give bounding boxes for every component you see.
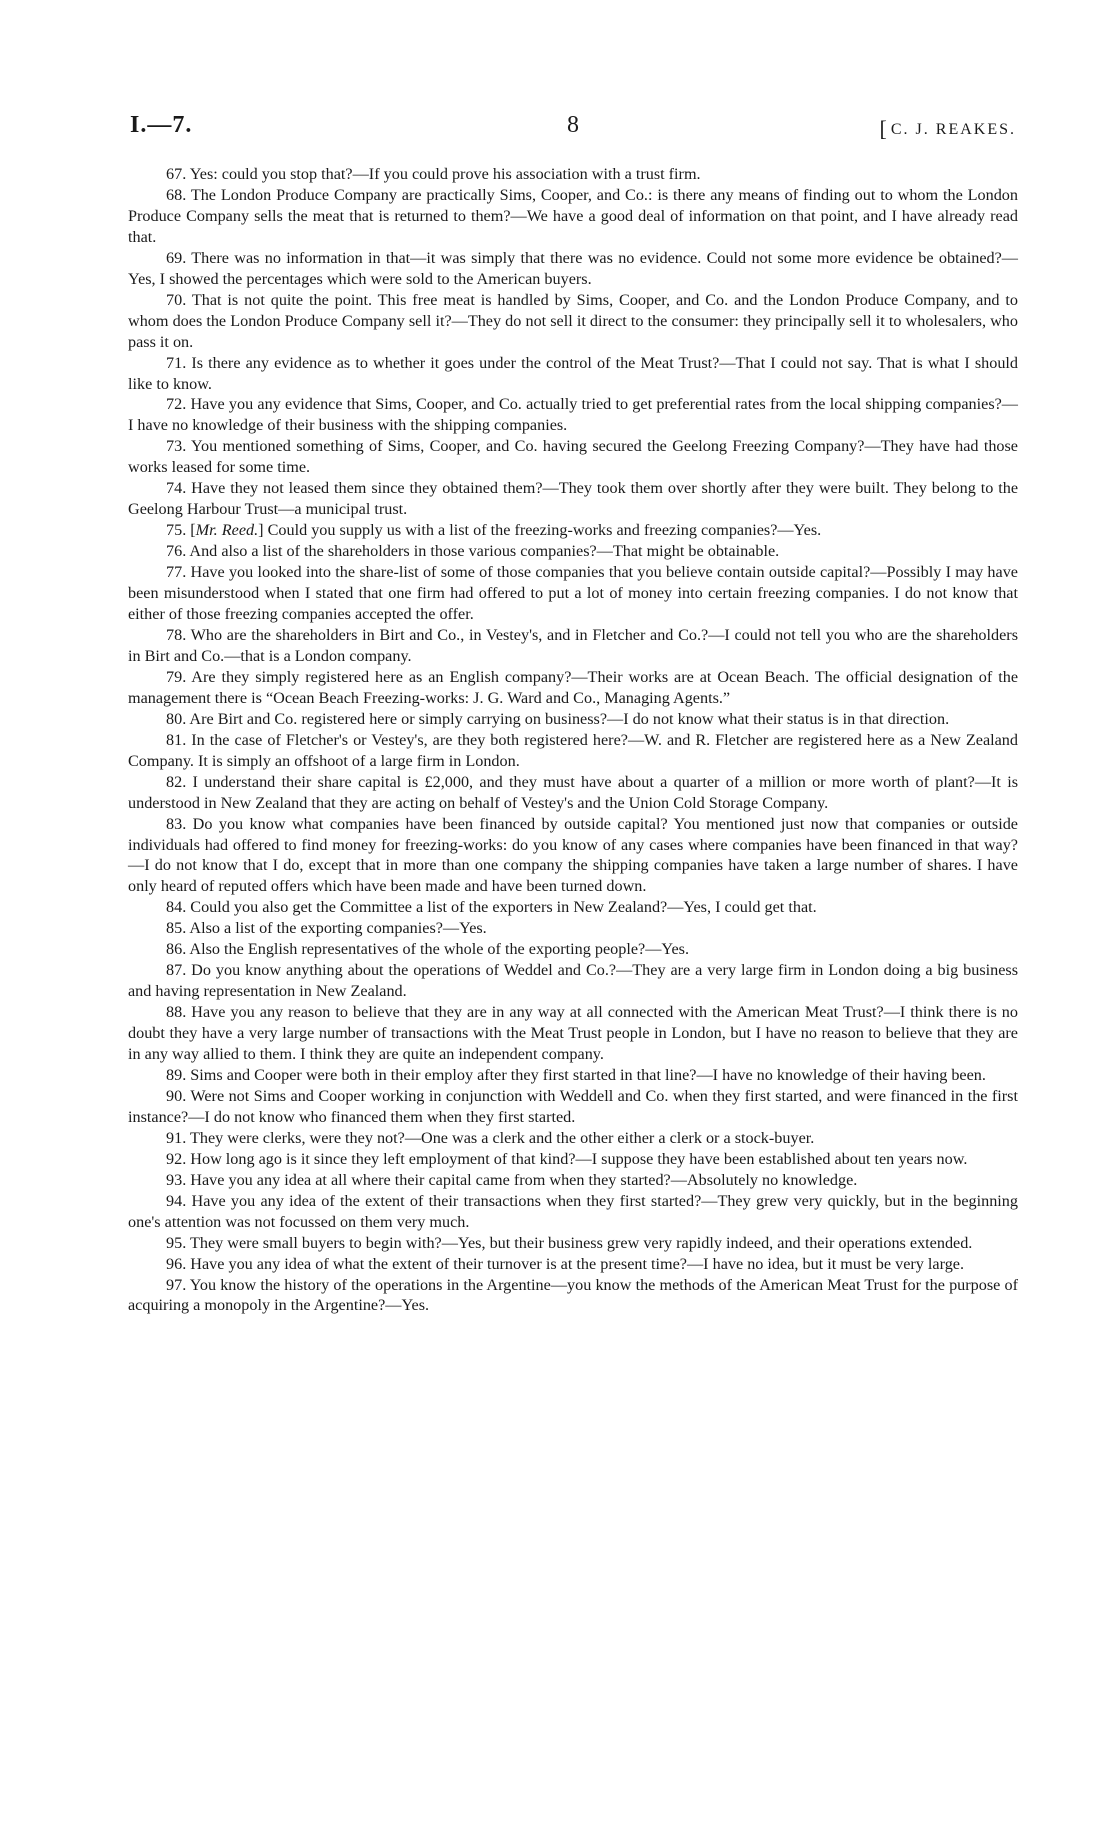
paragraph-text: You know the history of the operations in the Argentine—you know the methods of the American Meat Trust for the purpose of acquiring a monopoly in the Argentine?—Yes. — [128, 1275, 1018, 1315]
question-number: 86. — [166, 940, 187, 959]
question-answer-paragraph — [128, 709, 1018, 730]
question-answer-paragraph — [128, 1275, 1018, 1317]
paragraph-text: Have you any idea of the extent of their transactions when they first started?—They grew very quickly, but in the beginning one's attention was not focussed on them very much. — [128, 1191, 1018, 1231]
paragraph-text: That is not quite the point. This free meat is handled by Sims, Cooper, and Co. and the London Produce Company, and to whom does the London Produce Company sell it?—They do not sell it direct to the consumer: they principally sell it to wholesalers, who pass it on. — [128, 290, 1018, 351]
question-answer-paragraph — [128, 897, 1018, 918]
paragraph-text: Sims and Cooper were both in their employ after they first started in that line?—I have no knowledge of their having been. — [190, 1065, 986, 1084]
paragraph-text: Have you any reason to believe that they are in any way at all connected with the American Meat Trust?—I think there is no doubt they have a very large number of transactions with the Meat Trust people in London, but I have no reason to believe that they are in any way allied to them. I think they are quite an independent company. — [128, 1003, 1018, 1064]
question-answer-paragraph — [128, 164, 1018, 185]
question-number: 92. — [166, 1149, 187, 1168]
paragraph-text: Have you any idea at all where their capital came from when they started?—Absolutely no knowledge. — [190, 1170, 858, 1189]
question-number: 91. — [166, 1128, 187, 1147]
question-answer-paragraph: 75. [Mr. Reed.] Could you supply us with a list of the freezing-works and freezing companies?—Yes. — [166, 521, 822, 540]
question-number: 76. — [166, 542, 187, 561]
question-answer-paragraph — [128, 1002, 1018, 1065]
question-number: 90. — [166, 1086, 187, 1105]
paper-reference: I.—7. — [130, 112, 193, 138]
question-number: 70. — [166, 290, 187, 309]
question-answer-paragraph — [128, 1170, 1018, 1191]
question-answer-paragraph — [128, 290, 1018, 353]
question-number: 81. — [166, 730, 187, 749]
question-answer-paragraph — [128, 436, 1018, 478]
question-number: 93. — [166, 1170, 187, 1189]
minutes-of-evidence — [128, 164, 1018, 1316]
paragraph-text: Also a list of the exporting companies?—Yes. — [189, 919, 487, 938]
question-number: 95. — [166, 1233, 187, 1252]
paragraph-text: Have you any evidence that Sims, Cooper, and Co. actually tried to get preferential rates from the local shipping companies?—I have no knowledge of their business with the shipping companies. — [128, 395, 1018, 435]
question-number: 88. — [166, 1003, 187, 1022]
question-number: 73. — [166, 437, 187, 456]
question-answer-paragraph — [128, 562, 1018, 625]
paragraph-text: Is there any evidence as to whether it goes under the control of the Meat Trust?—That I could not say. That is what I should like to know. — [128, 353, 1019, 393]
paragraph-text: Are they simply registered here as an English company?—Their works are at Ocean Beach. The official designation of the management there is “Ocean Beach Freezing-works: J. G. Ward and Co., Managing Agents.” — [128, 667, 1018, 707]
question-number: 78. — [166, 625, 187, 644]
paragraph-text: They were small buyers to begin with?—Yes, but their business grew very rapidly indeed, and their operations extended. — [190, 1233, 973, 1252]
question-number: 67. — [166, 165, 187, 183]
question-answer-paragraph — [128, 814, 1018, 898]
paragraph-text: Have you any idea of what the extent of their turnover is at the present time?—I have no idea, but it must be very large. — [190, 1254, 965, 1273]
question-number: 82. — [166, 772, 187, 791]
question-answer-paragraph — [128, 772, 1018, 814]
paragraph-text: ] Could you supply us with a list of the freezing-works and freezing companies?—Yes. — [258, 521, 822, 540]
question-number: 79. — [166, 667, 187, 686]
question-number: 96. — [166, 1254, 187, 1273]
paragraph-text: You mentioned something of Sims, Cooper, and Co. having secured the Geelong Freezing Company?—They have had those works leased for some time. — [128, 437, 1018, 477]
question-number: 97. — [166, 1275, 187, 1294]
question-answer-paragraph — [128, 353, 1018, 395]
question-answer-paragraph — [128, 248, 1018, 290]
question-answer-paragraph — [128, 1233, 1018, 1254]
question-number: 85. — [166, 919, 187, 938]
question-number: 89. — [166, 1065, 187, 1084]
question-number: 74. — [166, 479, 187, 498]
paragraph-text: And also a list of the shareholders in those various companies?—That might be obtainable. — [189, 542, 780, 561]
question-answer-paragraph — [128, 918, 1018, 939]
question-answer-paragraph — [128, 730, 1018, 772]
question-answer-paragraph — [128, 1065, 1018, 1086]
question-answer-paragraph — [128, 939, 1018, 960]
question-number: 83. — [166, 814, 187, 833]
question-number: 75. — [166, 521, 187, 540]
question-number: 69. — [166, 248, 187, 267]
bracket-mark: [ — [879, 116, 889, 141]
question-answer-paragraph — [128, 1254, 1018, 1275]
paragraph-text: I understand their share capital is £2,000, and they must have about a quarter of a million or more worth of plant?—It is understood in New Zealand that they are acting on behalf of Vestey's and the Union Cold Storage Company. — [128, 772, 1019, 812]
paragraph-text: Also the English representatives of the whole of the exporting people?—Yes. — [189, 940, 689, 959]
paragraph-text: There was no information in that—it was simply that there was no evidence. Could not some more evidence be obtained?—Yes, I showed the percentages which were sold to the American buyers. — [128, 248, 1018, 288]
paragraph-text: Have you looked into the share-list of some of those companies that you believe contain outside capital?—Possibly I may have been misunderstood when I stated that one firm had offered to put a lot of money into certain freezing companies. I do not know that either of those freezing companies accepted the offer. — [128, 563, 1018, 624]
paragraph-text: In the case of Fletcher's or Vestey's, are they both registered here?—W. and R. Fletcher are registered here as a New Zealand Company. It is simply an offshoot of a large firm in London. — [128, 730, 1018, 770]
question-number: 84. — [166, 898, 187, 917]
witness-name: [ C. J. REAKES. — [879, 116, 1016, 141]
paragraph-text: Who are the shareholders in Birt and Co., in Vestey's, and in Fletcher and Co.?—I could not tell you who are the shareholders in Birt and Co.—that is a London company. — [128, 625, 1018, 665]
question-answer-paragraph — [128, 1086, 1018, 1128]
paragraph-text: Yes: could you stop that?—If you could prove his association with a trust firm. — [189, 165, 701, 183]
paragraph-text: They were clerks, were they not?—One was a clerk and the other either a clerk or a stock-buyer. — [190, 1128, 815, 1147]
question-number: 77. — [166, 563, 187, 582]
page-header — [130, 112, 1016, 144]
question-answer-paragraph — [128, 1149, 1018, 1170]
paragraph-text: How long ago is it since they left employment of that kind?—I suppose they have been established about ten years now. — [190, 1149, 968, 1168]
paragraph-text: Are Birt and Co. registered here or simply carrying on business?—I do not know what their status is in that direction. — [189, 709, 950, 728]
speaker-name: Mr. Reed. — [195, 521, 259, 540]
question-answer-paragraph — [128, 394, 1018, 436]
paragraph-text: Do you know anything about the operations of Weddel and Co.?—They are a very large firm in London doing a big business and having representation in New Zealand. — [128, 961, 1018, 1001]
question-number: 68. — [166, 185, 187, 204]
question-number: 94. — [166, 1191, 187, 1210]
question-answer-paragraph — [128, 667, 1018, 709]
question-number: 71. — [166, 353, 187, 372]
question-answer-paragraph — [128, 185, 1018, 248]
question-answer-paragraph — [128, 625, 1018, 667]
question-answer-paragraph — [128, 1128, 1018, 1149]
question-number: 87. — [166, 961, 187, 980]
question-answer-paragraph — [128, 960, 1018, 1002]
paragraph-text: Have they not leased them since they obtained them?—They took them over shortly after they were built. They belong to the Geelong Harbour Trust—a municipal trust. — [128, 479, 1019, 519]
question-number: 80. — [166, 709, 187, 728]
question-answer-paragraph — [128, 1191, 1018, 1233]
question-answer-paragraph — [128, 478, 1018, 520]
question-number: 72. — [166, 395, 187, 414]
paragraph-text: The London Produce Company are practically Sims, Cooper, and Co.: is there any means of finding out to whom the London Produce Company sells the meat that is returned to them?—We have a good deal of information on that point, and I have already read that. — [128, 185, 1018, 246]
paragraph-text: Could you also get the Committee a list of the exporters in New Zealand?—Yes, I could get that. — [190, 898, 817, 917]
page-number: 8 — [567, 112, 579, 138]
question-answer-paragraph — [128, 541, 1018, 562]
paragraph-text: Do you know what companies have been financed by outside capital? You mentioned just now that companies or outside individuals had offered to find money for freezing-works: do you know of any cases where companies have been financed in that way?—I do not know that I do, except that in more than one company the shipping companies have taken a large number of shares. I have only heard of reputed offers which have been made and have been turned down. — [128, 814, 1018, 896]
paragraph-text: Were not Sims and Cooper working in conjunction with Weddell and Co. when they first started, and were financed in the first instance?—I do not know who financed them when they first started. — [128, 1086, 1018, 1126]
